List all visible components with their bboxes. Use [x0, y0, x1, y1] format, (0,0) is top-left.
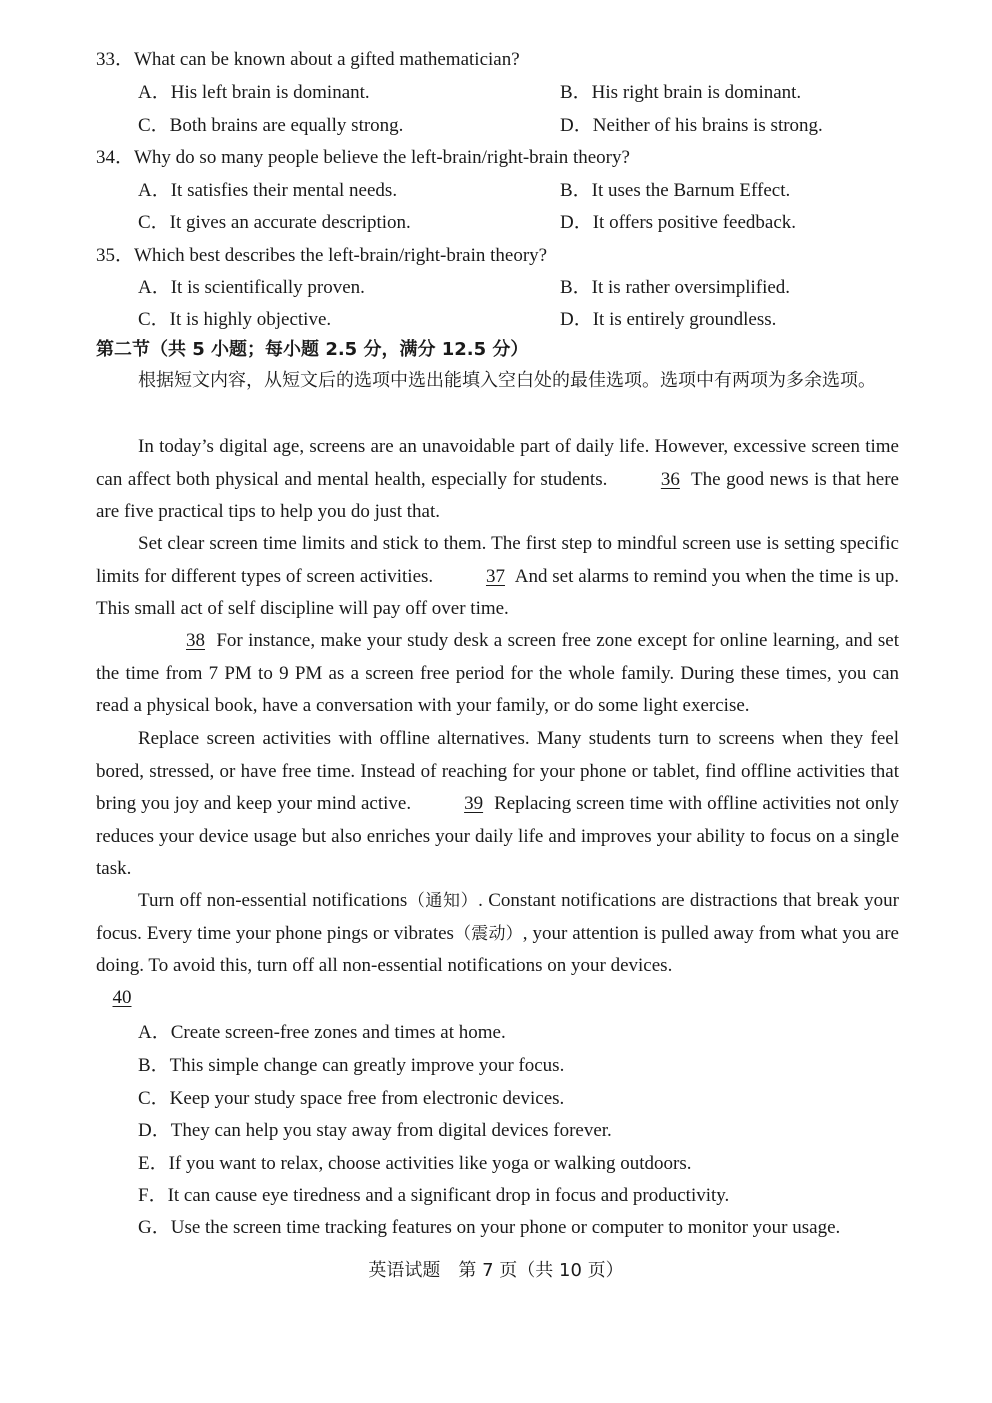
- paragraph-1-text-b: The good news is that here are five practical tips to help you do just that.: [96, 468, 899, 522]
- question-33-option-d: D．Neither of his brains is strong.: [560, 115, 823, 136]
- paragraph-5-gloss-notifications: （通知）: [407, 891, 479, 911]
- choice-d: D．They can help you stay away from digital devices forever.: [138, 1120, 612, 1141]
- paragraph-5-gloss-vibrates: （震动）: [453, 923, 523, 944]
- paragraph-2-text-a: Set clear screen time limits and stick to them. The first step to mindful screen use is setting specific limits for different types of screen activities.: [96, 533, 899, 587]
- question-34-option-b: B．It uses the Barnum Effect.: [560, 180, 791, 201]
- paragraph-1-text-a: In today’s digital age, screens are an unavoidable part of daily life. However, excessive screen time can affect both physical and mental health, especially for students.: [96, 436, 899, 490]
- blank-40[interactable]: 40: [112, 987, 132, 1008]
- section-instruction: 根据短文内容，从短文后的选项中选出能填入空白处的最佳选项。选项中有两项为多余选项。: [138, 370, 876, 391]
- page-footer: 英语试题 第 7 页（共 10 页）: [368, 1260, 624, 1281]
- choice-g: G．Use the screen time tracking features on your phone or computer to monitor your usage.: [138, 1217, 841, 1238]
- blank-38[interactable]: 38: [186, 630, 205, 651]
- question-34-option-c: C．It gives an accurate description.: [138, 212, 411, 233]
- question-35-option-a: A．It is scientifically proven.: [138, 277, 365, 298]
- passage-paragraph-4: [96, 723, 899, 886]
- question-35-option-d: D．It is entirely groundless.: [560, 309, 777, 330]
- choice-a: A．Create screen-free zones and times at home.: [138, 1022, 506, 1043]
- paragraph-5-text-b: . Constant notifications are distractions that break your focus. Every time your phone pings or vibrates: [96, 890, 900, 944]
- section-heading: 第二节（共 5 小题；每小题 2.5 分，满分 12.5 分）: [96, 339, 529, 360]
- choice-e: E．If you want to relax, choose activities like yoga or walking outdoors.: [138, 1153, 692, 1174]
- passage-paragraph-1: [96, 431, 899, 529]
- paragraph-5-text-a: Turn off non-essential notifications: [138, 890, 408, 911]
- passage-paragraph-6: [96, 982, 899, 1015]
- paragraph-5-text-c: , your attention is pulled away from what you are doing. To avoid this, turn off all non-essential notifications on your devices.: [96, 922, 899, 976]
- question-33-option-c: C．Both brains are equally strong.: [138, 115, 404, 136]
- paragraph-2-text-b: And set alarms to remind you when the time is up. This small act of self discipline will pay off over time.: [96, 565, 899, 619]
- choice-c: C．Keep your study space free from electronic devices.: [138, 1088, 565, 1109]
- question-34-stem: 34．Why do so many people believe the left-brain/right-brain theory?: [96, 147, 630, 168]
- question-34-option-d: D．It offers positive feedback.: [560, 212, 797, 233]
- question-35-option-c: C．It is highly objective.: [138, 309, 332, 330]
- blank-39[interactable]: 39: [464, 793, 484, 814]
- passage-paragraph-3: [96, 625, 899, 723]
- paragraph-4-text-a: Replace screen activities with offline alternatives. Many students turn to screens when they feel bored, stressed, or have free time. Instead of reaching for your phone or tablet, find offline activities that bring you joy and keep your mind active.: [96, 728, 899, 814]
- question-33-stem: 33．What can be known about a gifted mathematician?: [96, 49, 520, 70]
- choice-f: F．It can cause eye tiredness and a significant drop in focus and productivity.: [138, 1185, 730, 1206]
- question-35-option-b: B．It is rather oversimplified.: [560, 277, 791, 298]
- question-34-option-a: A．It satisfies their mental needs.: [138, 180, 398, 201]
- question-33-option-b: B．His right brain is dominant.: [560, 82, 802, 103]
- blank-37[interactable]: 37: [485, 565, 505, 587]
- paragraph-3-text: For instance, make your study desk a screen free zone except for online learning, and set the time from 7 PM to 9 PM as a screen free period for the whole family. During these times, you can read a physical book, have a conversation with your family, or do some light exercise.: [96, 630, 900, 716]
- passage-paragraph-5: [96, 885, 899, 983]
- passage-paragraph-2: [96, 528, 899, 626]
- question-35-stem: 35．Which best describes the left-brain/right-brain theory?: [96, 245, 548, 266]
- paragraph-4-text-b: Replacing screen time with offline activities not only reduces your device usage but also enriches your daily life and improves your ability to focus on a single task.: [96, 793, 900, 879]
- question-33-option-a: A．His left brain is dominant.: [138, 82, 370, 103]
- blank-36[interactable]: 36: [660, 468, 680, 490]
- choice-b: B．This simple change can greatly improve your focus.: [138, 1055, 565, 1076]
